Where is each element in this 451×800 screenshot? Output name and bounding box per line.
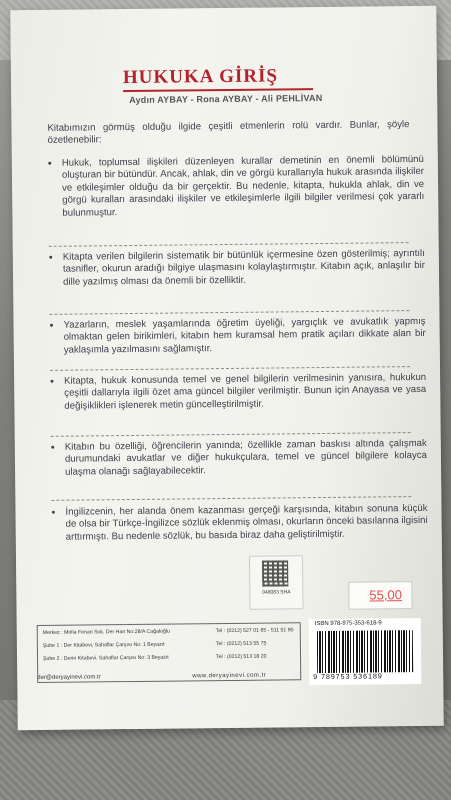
bullet-paragraph-5: • Kitabın bu özelliği, öğrencilerin yanında; özellikle zaman baskısı altında çalışmak durumundaki avukatlar ve diğer hukukçulara, temel ve güncel bilgilere kolayca ulaşma olanağı sağlayabilecektir. xyxy=(51,438,427,479)
price-value: 55,00 xyxy=(369,587,403,603)
bullet-paragraph-4: • Kitapta, hukuk konusunda temel ve genel bilgilerin verilmesinin yanısıra, hukukun çeşitli dallarıyla ilgili özet ama güncel bilgiler verilmiştir. Bunun için Anayasa ve yasa değişiklikleri işlenerek metin güncelleştirilmiştir. xyxy=(50,372,426,413)
divider xyxy=(51,432,411,437)
divider xyxy=(50,366,410,371)
bullet-paragraph-1: • Hukuk, toplumsal ilişkileri düzenleyen kurallar demetinin en önemli bölümünü oluşturan bir bütündür. Ancak, ahlak, din ve görgü kurallarıyla hukuk arasında ilişkiler ve etkileşimler olduğu da bir gerçektir. Bu nedenle, kitapta, hukukla ahlak, din ve görgü kuralları arasındaki ilişkiler ve etkileşimlerle ilgili bilgiler verilmesi çok yararlı bulunmuştur. xyxy=(48,154,425,220)
divider xyxy=(51,496,411,501)
publisher-center-phone: Tel : (0212) 527 01 65 - 511 51 90 xyxy=(215,627,294,635)
publisher-email: der@deryayinevi.com.tr xyxy=(37,674,101,682)
isbn-label: ISBN 978-975-353-618-9 xyxy=(314,620,382,628)
bullet-paragraph-3: • Yazarların, meslek yaşamlarında öğretim üyeliği, yargıçlık ve avukatlık yapmış olmaktan gelen birikimleri, kitabın hem kuramsal hem pratik açıları dikkate alan bir yaklaşımla yazılmasını sağlamıştır. xyxy=(49,316,425,357)
book-authors: Aydın AYBAY - Rona AYBAY - Ali PEHLİVAN xyxy=(129,92,323,106)
divider xyxy=(49,242,409,247)
barcode-icon xyxy=(317,630,413,673)
bullet-paragraph-6: • İngilizcenin, her alanda önem kazanması gerçeği karşısında, kitabın sonuna küçük de olsa bir Türkçe-İngilizce sözlük eklenmiş olması, okurların önceki basılarına ilgisini arttırmıştı. Bu nedenle sözlük, bu basıda biraz daha geliştirilmiştir. xyxy=(51,503,427,544)
publisher-branch2-address: Şube 2 : Derin Kitabevi, Sahaflar Çarşısı No: 3 Beyazıt xyxy=(43,654,169,662)
publisher-center-address: Merkez : Molla Fenari Sok. Der Han No:28/A Cağaloğlu xyxy=(42,628,170,636)
bullet-paragraph-2: • Kitapta verilen bilgilerin sistematik bir bütünlük içermesine özen gösterilmiş; ayrıntılı tasnifler, okurun aradığı bilgiye ulaşmasını kolaylaştırmıştır. Kitabın açık, anlaşılır bir dille yazılmış olması da önemli bir özelliktir. xyxy=(49,248,425,289)
barcode-number: 9 789753 536189 xyxy=(313,673,383,682)
publisher-website: www.deryayinevi.com.tr xyxy=(192,672,267,680)
book-back-cover xyxy=(10,6,444,730)
barcode-panel xyxy=(309,618,422,685)
book-title: HUKUKA GİRİŞ xyxy=(122,65,279,89)
publisher-branch1-address: Şube 1 : Der Kitabevi, Sahaflar Çarşısı No: 1 Beyazıt xyxy=(42,641,165,649)
qr-code-icon xyxy=(262,560,288,586)
divider xyxy=(49,310,409,315)
price-tag xyxy=(348,581,412,610)
sticker-code: 048083 SHA xyxy=(262,589,291,596)
intro-paragraph: Kitabımızın görmüş olduğu ilgide çeşitli etmenlerin rolü vardır. Bunlar, şöyle özetlenebilir: xyxy=(47,119,410,147)
publisher-branch2-phone: Tel : (0212) 513 18 20 xyxy=(215,653,267,661)
publisher-branch1-phone: Tel : (0212) 513 55 75 xyxy=(215,640,267,648)
qr-sticker xyxy=(249,555,304,610)
